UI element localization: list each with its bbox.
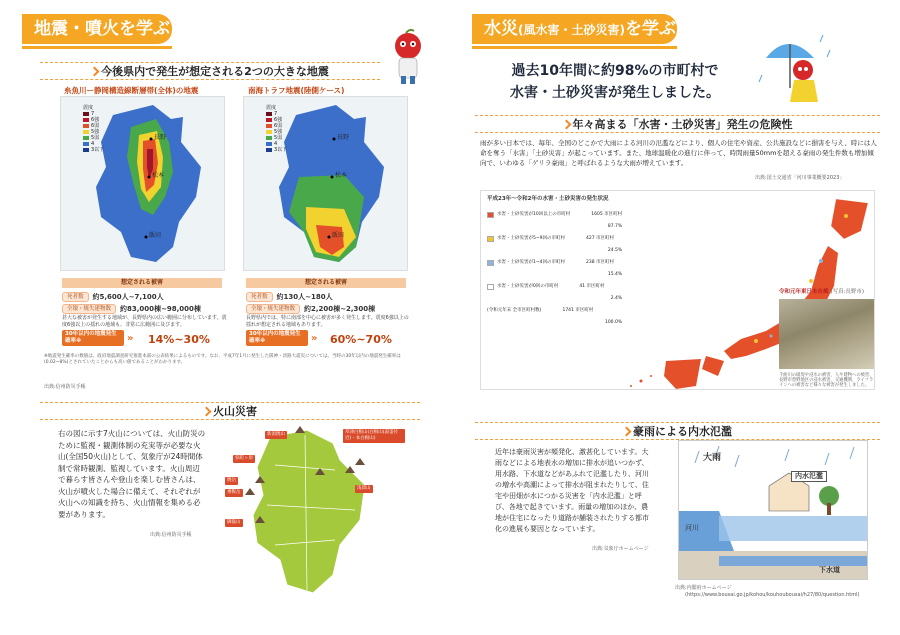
probability-footnote: ※地震発生確率の数値は、政府地震調査研究推進本部の公表結果によるものです。なお、平成7年1月に発生した阪神・淡路大震災については、当時の30年以内の地震発生確率は(0.02~8%)とされていたことからも高い値であることがわかります。	[44, 354, 401, 365]
map1-damage-title: 想定される被害	[62, 278, 222, 288]
illust-river-label: 河川	[685, 524, 699, 532]
legend-item: 6強	[266, 117, 287, 123]
japan-disaster-map	[480, 190, 875, 390]
risk-subheading: 年々高まる「水害・土砂災害」発生の危険性	[475, 115, 880, 133]
chevron-icon	[622, 427, 632, 437]
map1-probability-label: 30年以内の地震発生確率※	[62, 330, 124, 346]
illust-sewer-label: 下水道	[819, 566, 840, 574]
map1-legend	[83, 105, 104, 153]
map2-damage-title: 想定される被害	[246, 278, 406, 288]
flood-text: 近年は豪雨災害が頻発化、激甚化しています。大雨などによる地表水の増加に排水が追いつかず、用水路、下水道などがあふれて氾濫したり、河川の増水や高潮によって排水が阻まれたりして、住宅や田畑が水につかる災害を「内水氾濫」と呼び、各地で起きています。雨量の増加のほか、農地が住宅になったり道路が舗装されたりする都市化の進展も要因となっています。	[495, 448, 649, 533]
flood-source: 出典:気象庁ホームページ	[592, 546, 649, 552]
chevron-icon	[561, 120, 571, 130]
legend-title: 震度	[266, 105, 277, 111]
map1-intensity-map	[60, 96, 225, 271]
city-label: 松本	[335, 172, 348, 179]
volcano-label: 浅間山	[357, 486, 371, 491]
map2-probability-label: 30年以内の地震発生確率※	[246, 330, 308, 346]
legend-pct: 100.0%	[604, 320, 623, 325]
arrow-icon: »	[127, 333, 134, 344]
quake-subheading: 今後県内で発生が想定される2つの大きな地震	[40, 62, 380, 80]
legend-item: 4	[266, 141, 287, 147]
volcano-source: 出典:信州防災手帳	[150, 532, 192, 538]
city-label: 長野	[154, 134, 167, 141]
map2-deaths: 死者数 約130人~180人	[246, 292, 333, 302]
japan-map-title: 平成23年〜令和2年の水害・土砂災害の発生状況	[487, 196, 609, 202]
section-title-flood: 水災(風水害・土砂災害)を学ぶ	[472, 14, 677, 44]
volcano-label: 新潟焼山	[267, 432, 285, 437]
headline-line1: 過去10年間に約98%の市町村で	[511, 63, 719, 79]
legend-total: (令和元年末 全市区町村数) 1741 市区町村	[487, 308, 594, 313]
section-title-quake: 地震・噴火を学ぶ	[22, 14, 172, 44]
legend-item: 6弱	[83, 123, 104, 129]
legend-pct: 87.7%	[607, 224, 623, 229]
legend-item: 6弱	[266, 123, 287, 129]
legend-item: 5強	[266, 129, 287, 135]
volcano-label: 草津白根山(白根山(湯釜付近)・本白根山)	[343, 429, 405, 443]
volcano-text: 右の図に示す7火山については、火山防災のために監視・観測体制の充実等が必要な火山(全国50火山)として、気象庁が24時間体制で常時観測、監視しています。火山周辺で暮らす皆さんや登山を楽しむ皆さんは、火山が噴火した場合に備えて、それぞれが火山への知識を持ち、火山情報を集める必要があります。	[58, 429, 206, 519]
legend-item: 7	[83, 111, 104, 117]
legend-row: 水害・土砂災害が5~9回の市町村 427 市区町村	[487, 233, 622, 245]
legend-item: 4	[83, 141, 104, 147]
legend-pct: 15.4%	[607, 272, 623, 277]
legend-item: 7	[266, 111, 287, 117]
legend-pct: 24.5%	[607, 248, 623, 253]
right-page	[450, 0, 900, 635]
city-label: 長野	[337, 134, 350, 141]
legend-row: 水害・土砂災害が10回以上の市町村 1605 市区町村	[487, 209, 622, 221]
photo-caption: 千曲川の破堤や浸水の被害、人や建物への被害、長野市豊野地区の浸水被害、交通機関、ライフラインへの被害など様々な被害が発生しました。	[779, 373, 874, 388]
japan-map-legend	[487, 209, 622, 329]
volcano-label: 焼岳	[227, 478, 236, 483]
arrow-icon: »	[311, 333, 318, 344]
illust-source: 出典:内閣府ホームページ	[675, 585, 732, 591]
map2-probability-value: 60%~70%	[330, 333, 392, 346]
illust-rain-label: 大雨	[703, 453, 722, 463]
city-label: 飯田	[332, 232, 345, 239]
volcano-label: 弥陀ヶ原	[235, 456, 253, 461]
illust-flood-label: 内水氾濫	[791, 471, 827, 482]
map1-buildings: 全壊・焼失建物数 約83,000棟~98,000棟	[62, 304, 201, 314]
legend-item: 3以下	[83, 147, 104, 153]
map2-description: 長野県内では、特に南部を中心に被害が多く発生します。震度6強以上の揺れが想定される地域もあります。	[246, 315, 409, 328]
legend-item: 3以下	[266, 147, 287, 153]
mascot-umbrella-illustration	[758, 30, 838, 108]
mascot-apple-illustration	[388, 28, 428, 86]
legend-pct: 2.4%	[610, 296, 623, 301]
legend-item: 5強	[83, 129, 104, 135]
headline-line2: 水害・土砂災害が発生しました。	[510, 85, 720, 101]
photo-title: 令和元年東日本台風 (写真:長野市)	[779, 289, 865, 295]
flood-subheading: 豪雨による内水氾濫	[475, 422, 880, 440]
legend-row: 水害・土砂災害が1~4回の市町村 238 市区町村	[487, 257, 622, 269]
city-label: 飯田	[149, 232, 162, 239]
volcano-subheading: 火山災害	[40, 402, 420, 420]
chevron-icon	[202, 407, 212, 417]
risk-text: 雨が多い日本では、毎年、全国のどこかで大雨による河川の氾濫などにより、個人の住宅や資産、公共施設などに損害を与え、時には人命を奪う「水害」「土砂災害」が起こっています。また、地球温暖化の進行に伴って、時間雨量50mmを超える豪雨の発生件数も増加傾向で、いわゆる「ゲリラ豪雨」と呼ばれるような大雨が増えています。	[480, 139, 877, 167]
inland-flood-illustration	[678, 440, 868, 580]
legend-item: 5弱	[83, 135, 104, 141]
legend-item: 6強	[83, 117, 104, 123]
chevron-icon	[90, 67, 100, 77]
legend-item: 5弱	[266, 135, 287, 141]
map1-probability-value: 14%~30%	[148, 333, 210, 346]
map1-description: 甚大な被害が発生する地域が、長野県内の広い範囲に分布しています。震度6強以上の揺れの地域も、非常に広範囲に及びます。	[62, 315, 227, 328]
legend-row: 水害・土砂災害が0回の市町村 41 市区町村	[487, 281, 622, 293]
risk-source: 出典:国土交通省「河川事業概要2023」	[755, 175, 845, 181]
volcano-label: 御嶽山	[227, 520, 241, 525]
typhoon-damage-photo	[779, 299, 874, 369]
volcano-label: 乗鞍岳	[227, 490, 241, 495]
map1-deaths: 死者数 約5,600人~7,100人	[62, 292, 164, 302]
illust-source-url: (https://www.bousai.go.jp/kohou/kouhoubousai/h27/80/question.html)	[685, 592, 860, 598]
map2-buildings: 全壊・焼失建物数 約2,200棟~2,300棟	[246, 304, 375, 314]
quake-source: 出典:信州防災手帳	[44, 384, 86, 390]
map2-intensity-map	[243, 96, 408, 271]
volcano-map	[215, 425, 415, 600]
map1-caption: 糸魚川ー静岡構造線断層帯(全体)の地震	[64, 86, 199, 95]
nagano-green-map	[215, 425, 415, 600]
legend-title: 震度	[83, 105, 94, 111]
map2-caption: 南海トラフ地震(陸側ケース)	[248, 86, 345, 95]
city-label: 松本	[152, 172, 165, 179]
map2-legend	[266, 105, 287, 153]
